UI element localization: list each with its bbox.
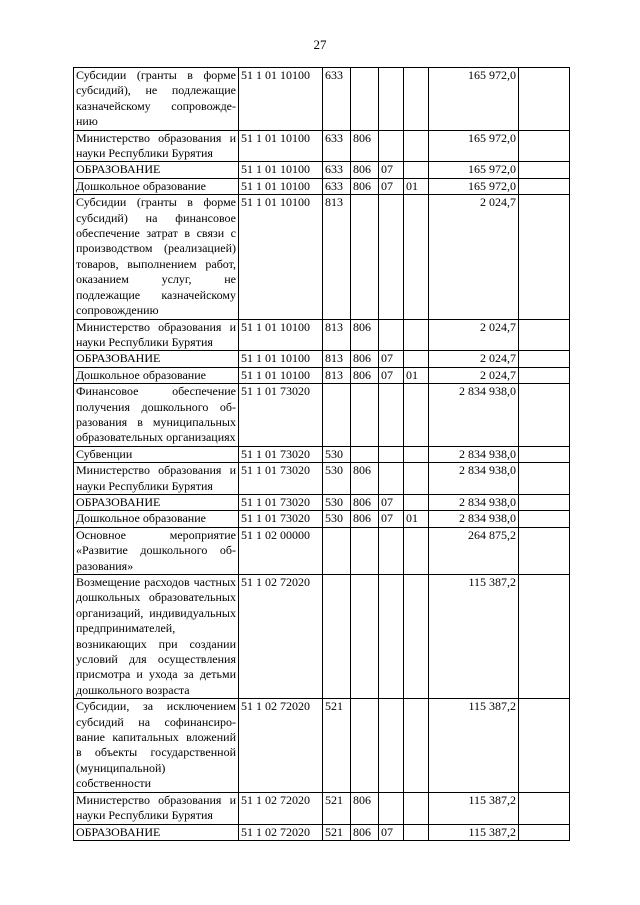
row-code-cell: 51 1 02 72020 <box>239 792 323 824</box>
row-pr-cell <box>404 463 429 495</box>
row-rz-cell: 07 <box>379 367 404 383</box>
row-vr-cell: 633 <box>323 162 351 178</box>
row-code-cell: 51 1 01 73020 <box>239 494 323 510</box>
row-sum-cell: 115 387,2 <box>429 699 519 792</box>
row-vr-cell: 633 <box>323 130 351 162</box>
row-empty-cell <box>519 367 570 383</box>
row-empty-cell <box>519 178 570 194</box>
table-row <box>74 463 570 495</box>
row-pr-cell <box>404 699 429 792</box>
row-vr-cell <box>323 527 351 574</box>
row-code-cell: 51 1 02 00000 <box>239 527 323 574</box>
row-rz-cell: 07 <box>379 511 404 527</box>
row-code-cell: 51 1 02 72020 <box>239 575 323 699</box>
row-empty-cell <box>519 351 570 367</box>
row-empty-cell <box>519 575 570 699</box>
row-name-cell: Субвенции <box>74 446 239 462</box>
row-empty-cell <box>519 494 570 510</box>
row-sum-cell: 165 972,0 <box>429 130 519 162</box>
row-empty-cell <box>519 162 570 178</box>
row-vr-cell <box>323 384 351 447</box>
row-rz-cell <box>379 575 404 699</box>
row-grbs-cell: 806 <box>351 824 379 840</box>
page-number: 27 <box>313 37 327 52</box>
row-code-cell: 51 1 01 73020 <box>239 446 323 462</box>
row-rz-cell <box>379 130 404 162</box>
row-rz-cell <box>379 446 404 462</box>
row-empty-cell <box>519 384 570 447</box>
row-name-cell: Дошкольное образование <box>74 178 239 194</box>
row-name-cell: Субсидии (гранты в форме субсидий) на финансовое обеспечение затрат в связи с производством (реализацией) товаров, выполнением работ, оказанием услуг, не подлежащие казначейскому сопровождению <box>74 195 239 319</box>
row-pr-cell <box>404 130 429 162</box>
row-grbs-cell: 806 <box>351 319 379 351</box>
row-pr-cell: 01 <box>404 511 429 527</box>
table-row <box>74 68 570 131</box>
row-code-cell: 51 1 01 10100 <box>239 178 323 194</box>
row-name-cell: Субсидии, за исключением субсидий на софинансирование капитальных вложений в объекты государственной (муниципальной) собственности <box>74 699 239 792</box>
table-row <box>74 575 570 699</box>
row-pr-cell <box>404 162 429 178</box>
row-name-cell: Министерство образования и науки Республики Бурятия <box>74 319 239 351</box>
row-vr-cell: 633 <box>323 68 351 131</box>
row-sum-cell: 115 387,2 <box>429 824 519 840</box>
row-code-cell: 51 1 01 73020 <box>239 511 323 527</box>
row-grbs-cell: 806 <box>351 178 379 194</box>
row-rz-cell <box>379 463 404 495</box>
row-grbs-cell <box>351 699 379 792</box>
row-pr-cell <box>404 384 429 447</box>
table-row <box>74 494 570 510</box>
row-code-cell: 51 1 01 73020 <box>239 463 323 495</box>
row-grbs-cell: 806 <box>351 792 379 824</box>
row-sum-cell: 165 972,0 <box>429 68 519 131</box>
row-rz-cell: 07 <box>379 178 404 194</box>
row-sum-cell: 264 875,2 <box>429 527 519 574</box>
row-pr-cell <box>404 494 429 510</box>
row-pr-cell <box>404 824 429 840</box>
row-rz-cell <box>379 527 404 574</box>
table-body <box>74 68 570 841</box>
row-pr-cell: 01 <box>404 178 429 194</box>
row-code-cell: 51 1 02 72020 <box>239 699 323 792</box>
row-rz-cell <box>379 195 404 319</box>
table-row <box>74 699 570 792</box>
row-pr-cell <box>404 68 429 131</box>
row-grbs-cell: 806 <box>351 351 379 367</box>
row-sum-cell: 2 024,7 <box>429 195 519 319</box>
row-pr-cell <box>404 792 429 824</box>
row-sum-cell: 115 387,2 <box>429 575 519 699</box>
row-sum-cell: 2 834 938,0 <box>429 446 519 462</box>
table-row <box>74 792 570 824</box>
row-sum-cell: 2 024,7 <box>429 351 519 367</box>
row-pr-cell <box>404 575 429 699</box>
row-rz-cell: 07 <box>379 824 404 840</box>
table-row <box>74 162 570 178</box>
row-empty-cell <box>519 699 570 792</box>
row-vr-cell: 633 <box>323 178 351 194</box>
row-rz-cell <box>379 319 404 351</box>
row-rz-cell <box>379 792 404 824</box>
row-grbs-cell <box>351 575 379 699</box>
row-empty-cell <box>519 527 570 574</box>
row-empty-cell <box>519 319 570 351</box>
row-sum-cell: 2 024,7 <box>429 319 519 351</box>
row-name-cell: ОБРАЗОВАНИЕ <box>74 162 239 178</box>
row-vr-cell: 813 <box>323 351 351 367</box>
table-row <box>74 319 570 351</box>
row-vr-cell: 530 <box>323 463 351 495</box>
row-vr-cell: 530 <box>323 494 351 510</box>
row-pr-cell <box>404 351 429 367</box>
row-pr-cell: 01 <box>404 367 429 383</box>
row-name-cell: Основное мероприятие «Развитие дошкольного образования» <box>74 527 239 574</box>
row-grbs-cell <box>351 384 379 447</box>
row-code-cell: 51 1 01 10100 <box>239 351 323 367</box>
row-grbs-cell <box>351 527 379 574</box>
row-sum-cell: 2 834 938,0 <box>429 384 519 447</box>
row-grbs-cell: 806 <box>351 130 379 162</box>
row-vr-cell: 813 <box>323 319 351 351</box>
row-name-cell: Дошкольное образование <box>74 367 239 383</box>
row-pr-cell <box>404 446 429 462</box>
row-code-cell: 51 1 01 10100 <box>239 162 323 178</box>
row-empty-cell <box>519 130 570 162</box>
row-rz-cell <box>379 384 404 447</box>
row-vr-cell: 813 <box>323 195 351 319</box>
row-sum-cell: 2 024,7 <box>429 367 519 383</box>
row-grbs-cell: 806 <box>351 367 379 383</box>
row-rz-cell: 07 <box>379 494 404 510</box>
row-grbs-cell: 806 <box>351 511 379 527</box>
row-pr-cell <box>404 527 429 574</box>
row-name-cell: Министерство образования и науки Республики Бурятия <box>74 130 239 162</box>
row-grbs-cell <box>351 68 379 131</box>
table-row <box>74 351 570 367</box>
row-sum-cell: 115 387,2 <box>429 792 519 824</box>
row-rz-cell: 07 <box>379 351 404 367</box>
row-code-cell: 51 1 01 10100 <box>239 130 323 162</box>
row-grbs-cell <box>351 195 379 319</box>
row-grbs-cell <box>351 446 379 462</box>
row-code-cell: 51 1 01 10100 <box>239 319 323 351</box>
row-vr-cell: 521 <box>323 792 351 824</box>
row-rz-cell <box>379 699 404 792</box>
row-pr-cell <box>404 195 429 319</box>
table-row <box>74 195 570 319</box>
table-row <box>74 384 570 447</box>
row-empty-cell <box>519 792 570 824</box>
row-vr-cell: 521 <box>323 824 351 840</box>
row-name-cell: Финансовое обеспечение получения дошкольного образования в муниципальных образовательных организациях <box>74 384 239 447</box>
row-code-cell: 51 1 01 73020 <box>239 384 323 447</box>
row-name-cell: ОБРАЗОВАНИЕ <box>74 494 239 510</box>
budget-table <box>73 67 570 841</box>
row-sum-cell: 2 834 938,0 <box>429 463 519 495</box>
row-code-cell: 51 1 02 72020 <box>239 824 323 840</box>
row-empty-cell <box>519 68 570 131</box>
row-name-cell: Субсидии (гранты в форме субсидий), не подлежащие казначейскому сопровождению <box>74 68 239 131</box>
row-name-cell: Министерство образования и науки Республики Бурятия <box>74 463 239 495</box>
row-grbs-cell: 806 <box>351 463 379 495</box>
row-name-cell: ОБРАЗОВАНИЕ <box>74 351 239 367</box>
row-sum-cell: 2 834 938,0 <box>429 511 519 527</box>
row-empty-cell <box>519 511 570 527</box>
row-rz-cell: 07 <box>379 162 404 178</box>
row-empty-cell <box>519 463 570 495</box>
table-row <box>74 178 570 194</box>
row-name-cell: Возмещение расходов частных дошкольных образовательных организаций, индивидуальных предпринимателей, возникающих при создании условий для осуществления присмотра и ухода за детьми дошкольного возраста <box>74 575 239 699</box>
row-sum-cell: 165 972,0 <box>429 178 519 194</box>
row-sum-cell: 2 834 938,0 <box>429 494 519 510</box>
row-vr-cell <box>323 575 351 699</box>
table-row <box>74 130 570 162</box>
table-row <box>74 527 570 574</box>
table-row <box>74 511 570 527</box>
row-sum-cell: 165 972,0 <box>429 162 519 178</box>
row-empty-cell <box>519 824 570 840</box>
row-empty-cell <box>519 446 570 462</box>
table-row <box>74 367 570 383</box>
row-name-cell: Министерство образования и науки Республики Бурятия <box>74 792 239 824</box>
row-code-cell: 51 1 01 10100 <box>239 367 323 383</box>
row-pr-cell <box>404 319 429 351</box>
row-grbs-cell: 806 <box>351 162 379 178</box>
row-vr-cell: 530 <box>323 446 351 462</box>
row-grbs-cell: 806 <box>351 494 379 510</box>
row-rz-cell <box>379 68 404 131</box>
table-row <box>74 824 570 840</box>
row-vr-cell: 530 <box>323 511 351 527</box>
row-vr-cell: 813 <box>323 367 351 383</box>
table-row <box>74 446 570 462</box>
row-code-cell: 51 1 01 10100 <box>239 195 323 319</box>
row-code-cell: 51 1 01 10100 <box>239 68 323 131</box>
row-name-cell: ОБРАЗОВАНИЕ <box>74 824 239 840</box>
row-vr-cell: 521 <box>323 699 351 792</box>
row-name-cell: Дошкольное образование <box>74 511 239 527</box>
row-empty-cell <box>519 195 570 319</box>
